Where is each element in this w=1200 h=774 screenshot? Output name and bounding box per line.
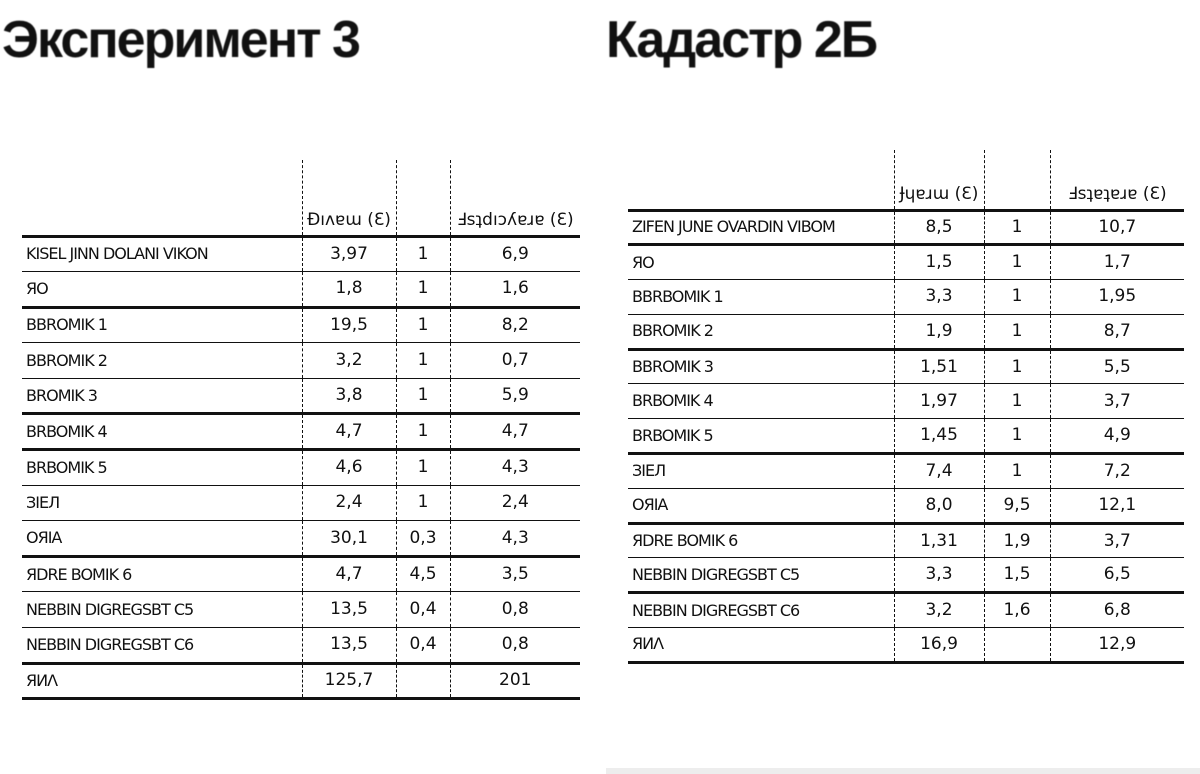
left-table-row (22, 485, 580, 521)
left-cell-c1: 4,6 (302, 450, 396, 486)
right-table-row (628, 314, 1184, 349)
footer-bar (606, 768, 1200, 774)
right-header-col2 (984, 150, 1050, 210)
right-cell-c1: 3,3 (894, 558, 984, 593)
right-table-row (628, 628, 1184, 663)
left-cell-c2: 1 (396, 307, 450, 343)
left-cell-c1: 125,7 (302, 663, 396, 699)
left-cell-c2: 1 (396, 378, 450, 414)
right-cell-c3: 7,2 (1050, 454, 1184, 489)
right-cell-c1: 16,9 (894, 628, 984, 663)
left-cell-c2: 1 (396, 414, 450, 450)
right-cell-c1: 8,0 (894, 488, 984, 523)
left-table-row (22, 663, 580, 699)
left-cell-c1: 4,7 (302, 414, 396, 450)
left-cell-c2: 1 (396, 236, 450, 272)
left-table-row (22, 343, 580, 379)
left-table-row (22, 521, 580, 557)
left-cell-name: KISEL JINN DOLANI VIKON (22, 236, 302, 272)
right-cell-c3: 8,7 (1050, 314, 1184, 349)
left-cell-c2: 1 (396, 450, 450, 486)
right-header-name (628, 150, 894, 210)
left-header-name (22, 160, 302, 236)
left-cell-name: ОЯIА (22, 521, 302, 557)
right-table-row (628, 384, 1184, 419)
left-cell-c2: 0,4 (396, 628, 450, 664)
left-cell-c2: 0,3 (396, 521, 450, 557)
left-cell-c3: 4,7 (450, 414, 580, 450)
right-cell-c1: 1,51 (894, 349, 984, 384)
left-cell-c1: 3,8 (302, 378, 396, 414)
left-cell-name: ЗIЕЛ (22, 485, 302, 521)
right-cell-name: BRBOMIK 5 (628, 419, 894, 454)
right-title: Кадастр 2Б (606, 11, 877, 69)
left-table-row (22, 592, 580, 628)
right-cell-c3: 4,9 (1050, 419, 1184, 454)
right-cell-name: ЯИΛ (628, 628, 894, 663)
left-table (22, 160, 580, 700)
left-cell-c3: 4,3 (450, 521, 580, 557)
right-table (628, 150, 1184, 664)
left-header-col1: Ɖıʌɐɯ (Ɛ) (302, 160, 396, 236)
left-cell-name: ЯDRE BOMIK 6 (22, 556, 302, 592)
left-table-row (22, 414, 580, 450)
left-title-main: Эксперимент 3 (2, 11, 359, 69)
right-cell-name: BBROMIK 3 (628, 349, 894, 384)
right-cell-c2: 1,5 (984, 558, 1050, 593)
left-table-body (22, 236, 580, 699)
right-cell-c3: 3,7 (1050, 523, 1184, 558)
right-cell-c1: 1,5 (894, 245, 984, 280)
right-cell-c1: 7,4 (894, 454, 984, 489)
right-cell-c2: 1,9 (984, 523, 1050, 558)
left-cell-c1: 19,5 (302, 307, 396, 343)
right-table-row (628, 558, 1184, 593)
right-table-row (628, 488, 1184, 523)
right-cell-name: ZIFEN JUNE OVARDIN VIBOM (628, 210, 894, 245)
right-cell-c2: 1 (984, 349, 1050, 384)
right-table-row (628, 245, 1184, 280)
left-cell-name: BRBOMIK 4 (22, 414, 302, 450)
left-header-col2 (396, 160, 450, 236)
right-table-row (628, 280, 1184, 315)
left-table-row (22, 556, 580, 592)
left-table-row (22, 307, 580, 343)
left-cell-name: ЯИΛ (22, 663, 302, 699)
right-table-row (628, 349, 1184, 384)
right-cell-c2: 1,6 (984, 593, 1050, 628)
left-cell-c3: 4,3 (450, 450, 580, 486)
right-cell-name: NEBBIN DIGREGSBT C6 (628, 593, 894, 628)
left-cell-name: BROMIK 3 (22, 378, 302, 414)
left-cell-c1: 30,1 (302, 521, 396, 557)
right-cell-c2: 1 (984, 210, 1050, 245)
left-cell-c2: 1 (396, 343, 450, 379)
left-table-row (22, 236, 580, 272)
right-cell-c3: 6,5 (1050, 558, 1184, 593)
left-cell-c2: 1 (396, 272, 450, 308)
right-cell-name: NEBBIN DIGREGSBT C5 (628, 558, 894, 593)
left-cell-c3: 201 (450, 663, 580, 699)
right-cell-c1: 1,97 (894, 384, 984, 419)
left-cell-c1: 4,7 (302, 556, 396, 592)
left-cell-c2 (396, 663, 450, 699)
right-cell-c3: 1,7 (1050, 245, 1184, 280)
right-cell-c3: 6,8 (1050, 593, 1184, 628)
right-cell-c2: 1 (984, 245, 1050, 280)
right-table-row (628, 419, 1184, 454)
right-cell-c2: 1 (984, 419, 1050, 454)
left-title (2, 11, 359, 69)
right-cell-name: ЯDRE BOMIK 6 (628, 523, 894, 558)
right-cell-c2: 1 (984, 384, 1050, 419)
right-cell-c2: 1 (984, 454, 1050, 489)
left-cell-c3: 0,8 (450, 628, 580, 664)
left-cell-c1: 13,5 (302, 628, 396, 664)
left-table-row (22, 450, 580, 486)
right-cell-c3: 3,7 (1050, 384, 1184, 419)
left-cell-c3: 3,5 (450, 556, 580, 592)
right-cell-c3: 12,1 (1050, 488, 1184, 523)
right-cell-name: BRBOMIK 4 (628, 384, 894, 419)
left-cell-name: ЯO (22, 272, 302, 308)
right-table-row (628, 523, 1184, 558)
left-cell-c3: 8,2 (450, 307, 580, 343)
left-cell-name: NEBBIN DIGREGSBT C6 (22, 628, 302, 664)
left-cell-c1: 1,8 (302, 272, 396, 308)
left-cell-c3: 1,6 (450, 272, 580, 308)
right-cell-c1: 3,3 (894, 280, 984, 315)
left-cell-c1: 3,2 (302, 343, 396, 379)
right-cell-c1: 8,5 (894, 210, 984, 245)
right-cell-c1: 1,45 (894, 419, 984, 454)
left-table-row (22, 378, 580, 414)
right-cell-name: ОЯIА (628, 488, 894, 523)
right-cell-c3: 12,9 (1050, 628, 1184, 663)
left-cell-name: BBROMIK 1 (22, 307, 302, 343)
left-cell-c1: 13,5 (302, 592, 396, 628)
right-cell-c2: 1 (984, 280, 1050, 315)
left-header-col3: Ⅎsʇdıɔʎɐɹɐ (Ɛ) (450, 160, 580, 236)
left-cell-c2: 1 (396, 485, 450, 521)
right-cell-name: BBRBOMIK 1 (628, 280, 894, 315)
left-cell-c3: 0,8 (450, 592, 580, 628)
left-cell-c1: 2,4 (302, 485, 396, 521)
left-cell-c2: 4,5 (396, 556, 450, 592)
right-cell-name: ЯO (628, 245, 894, 280)
right-cell-c3: 5,5 (1050, 349, 1184, 384)
right-table-row (628, 593, 1184, 628)
left-cell-c2: 0,4 (396, 592, 450, 628)
right-cell-c3: 1,95 (1050, 280, 1184, 315)
left-table-row (22, 628, 580, 664)
right-cell-c2 (984, 628, 1050, 663)
left-cell-c1: 3,97 (302, 236, 396, 272)
left-cell-c3: 5,9 (450, 378, 580, 414)
right-cell-name: BBROMIK 2 (628, 314, 894, 349)
right-cell-c1: 1,31 (894, 523, 984, 558)
left-cell-c3: 6,9 (450, 236, 580, 272)
right-header-col3: Ⅎsʇɐʇɐɹɐ (Ɛ) (1050, 150, 1184, 210)
left-cell-c3: 2,4 (450, 485, 580, 521)
left-cell-name: NEBBIN DIGREGSBT C5 (22, 592, 302, 628)
right-cell-c1: 1,9 (894, 314, 984, 349)
left-cell-name: BBROMIK 2 (22, 343, 302, 379)
left-cell-name: BRBOMIK 5 (22, 450, 302, 486)
right-cell-c2: 9,5 (984, 488, 1050, 523)
left-table-row (22, 272, 580, 308)
right-table-body (628, 210, 1184, 662)
right-cell-c1: 3,2 (894, 593, 984, 628)
right-table-row (628, 210, 1184, 245)
right-header-col1: Ɉɥɐɹɯ (Ɛ) (894, 150, 984, 210)
right-table-row (628, 454, 1184, 489)
right-cell-c2: 1 (984, 314, 1050, 349)
right-cell-c3: 10,7 (1050, 210, 1184, 245)
left-cell-c3: 0,7 (450, 343, 580, 379)
right-cell-name: ЗIЕЛ (628, 454, 894, 489)
